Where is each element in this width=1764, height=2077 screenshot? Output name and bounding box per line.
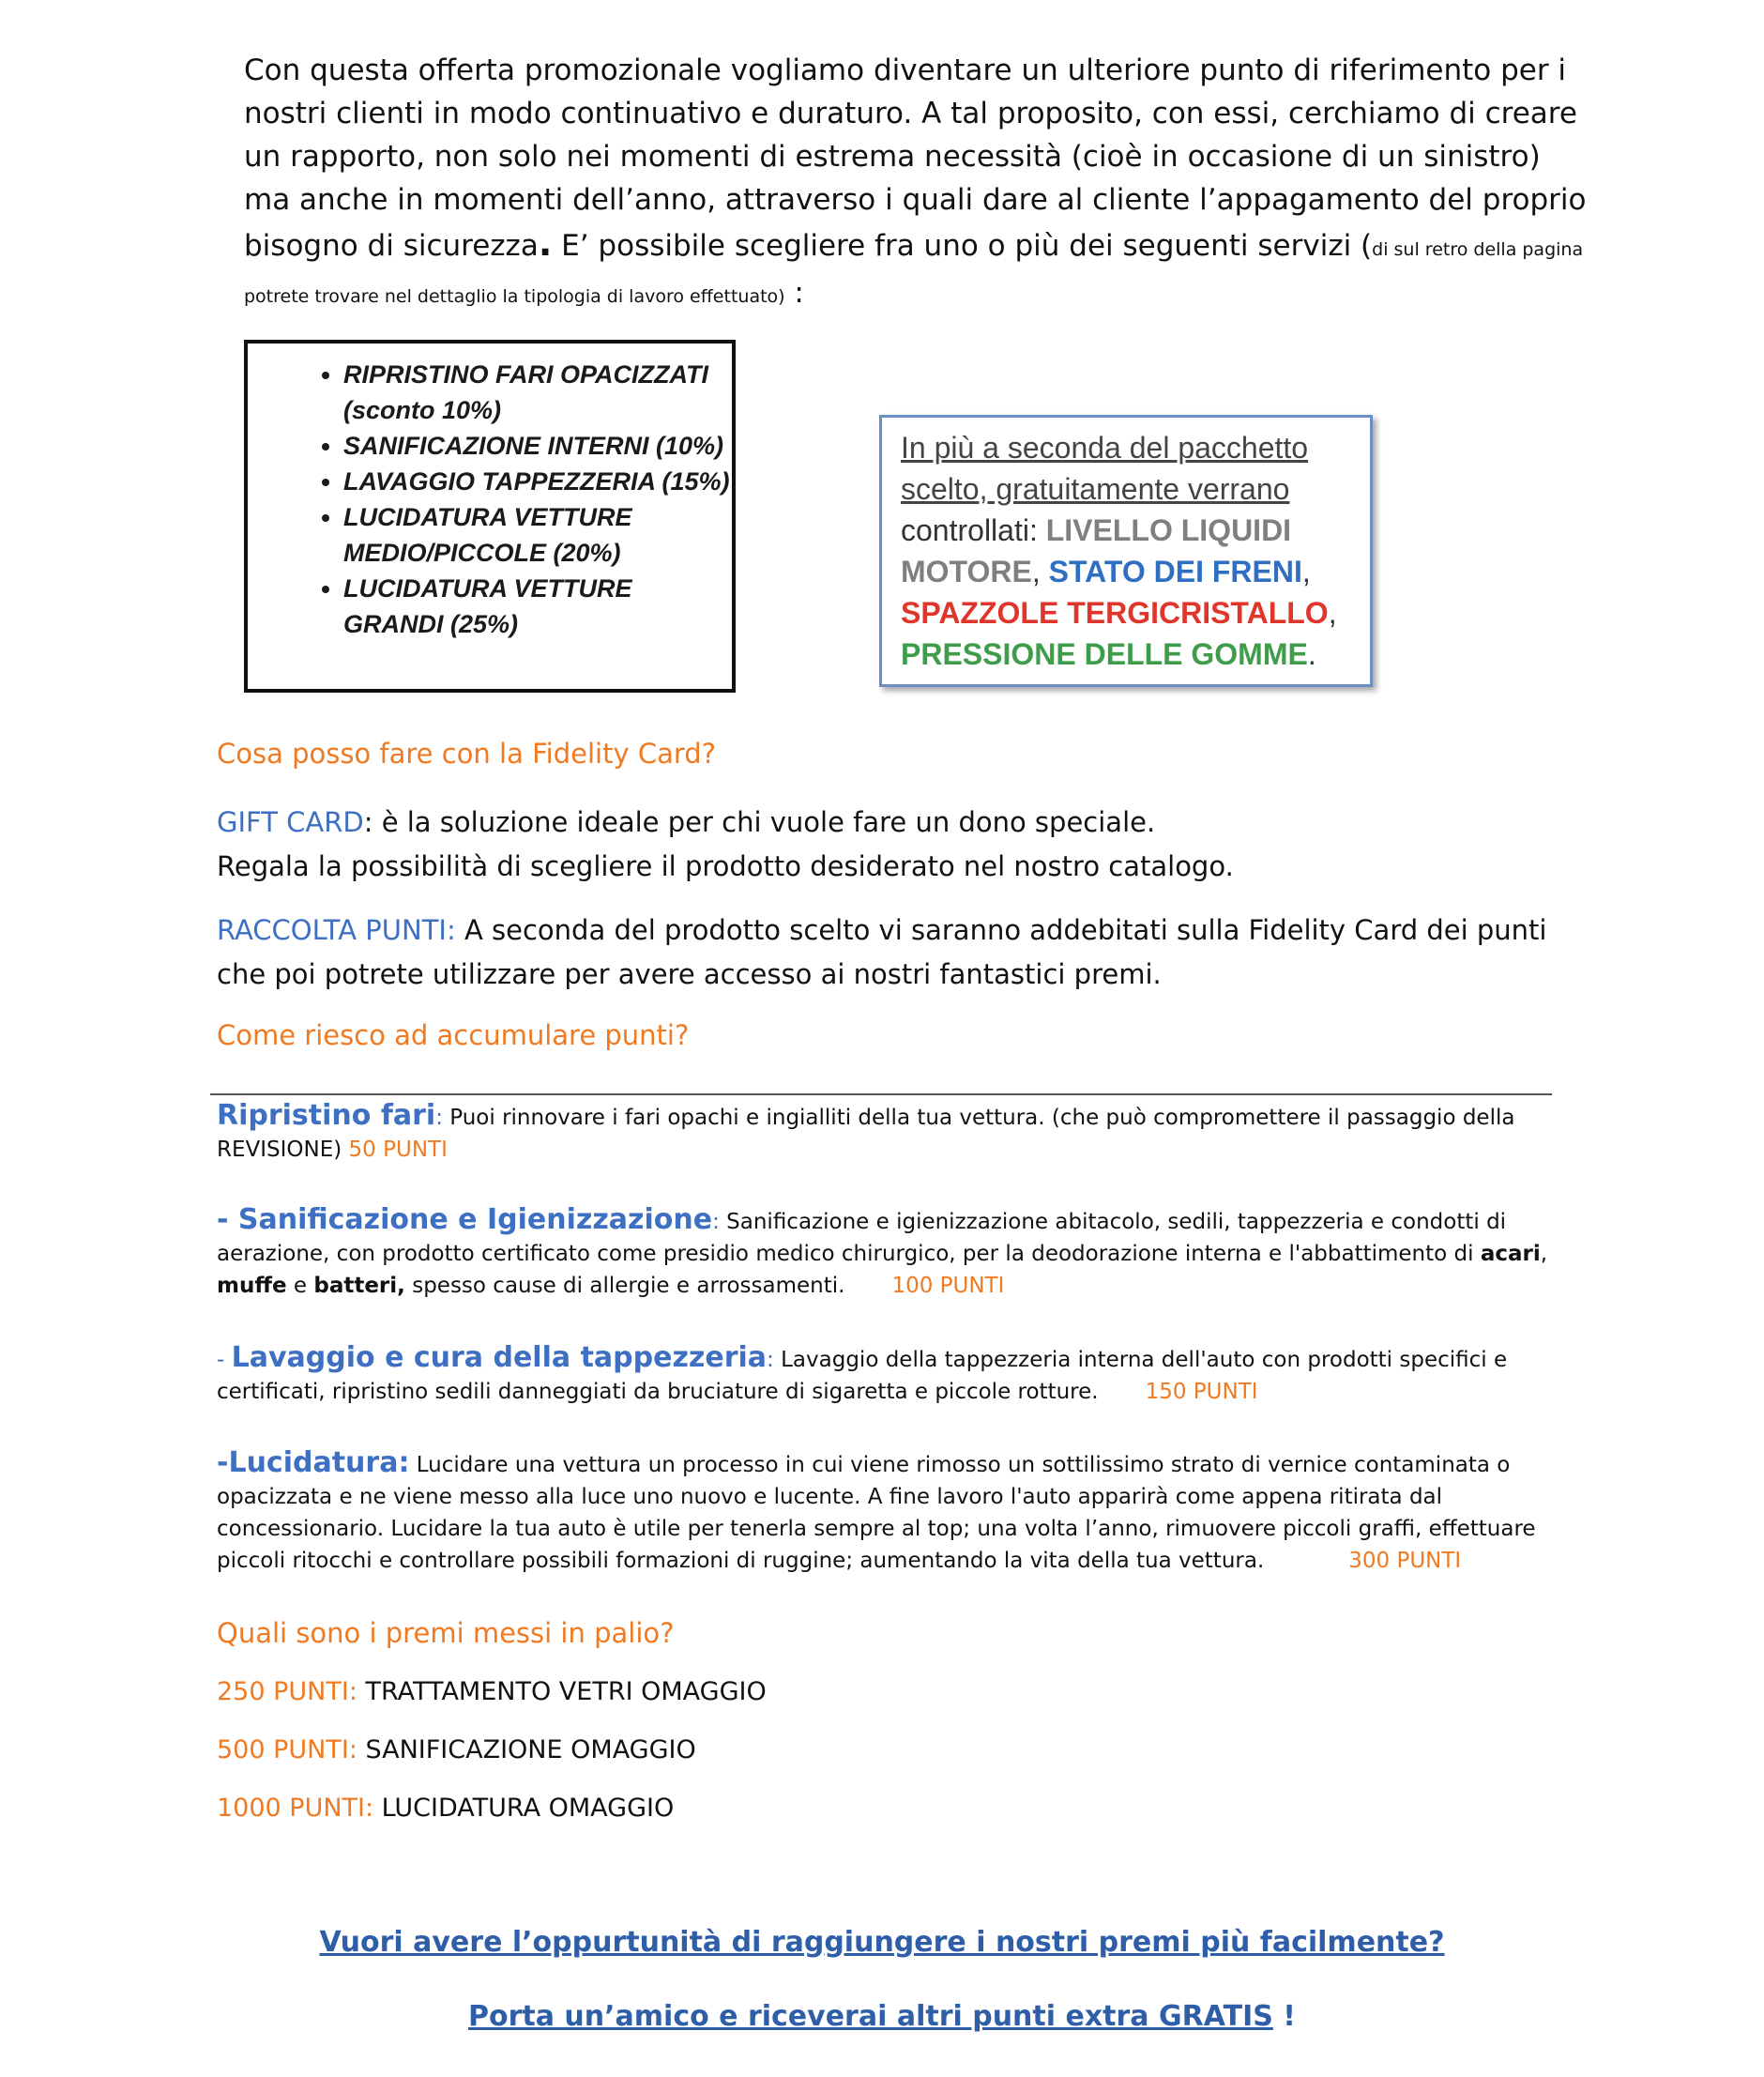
check-tyre-pressure: PRESSIONE DELLE GOMME (901, 637, 1308, 671)
services-box (244, 340, 736, 693)
item-sanificazione (217, 1204, 1587, 1302)
item-text-b: spesso cause di allergie e arrossamenti. (404, 1274, 845, 1298)
prize-name: SANIFICAZIONE OMAGGIO (357, 1735, 696, 1764)
item-dash: - (217, 1348, 232, 1372)
item-points: 300 PUNTI (1348, 1549, 1462, 1573)
item-ripristino-fari (217, 1100, 1587, 1166)
extra-intro-underlined: In più a seconda del pacchetto scelto, gratuitamente verrano (901, 431, 1309, 506)
item-points: 50 PUNTI (348, 1138, 448, 1162)
prize-row (217, 1794, 1587, 1823)
prize-points: 500 PUNTI: (217, 1735, 357, 1764)
item-bold-batteri: batteri, (313, 1274, 405, 1298)
item-dash: - (217, 1203, 238, 1236)
footer-line-2 (0, 2000, 1764, 2033)
item-title: Lavaggio e cura della tappezzeria (231, 1341, 768, 1374)
prizes-question: Quali sono i premi messi in palio? (217, 1617, 675, 1649)
prize-row (217, 1735, 1587, 1764)
gift-card-paragraph (217, 801, 1587, 889)
service-item: • LUCIDATURA VETTURE MEDIO/PICCOLE (20%) (343, 499, 732, 571)
check-separator: , (1328, 596, 1337, 630)
footer-line-1 (0, 1926, 1764, 1959)
item-colon: : (767, 1348, 782, 1372)
item-text: Lucidare una vettura un processo in cui viene rimosso un sottilissimo strato di vernice contaminata o opacizzata e ne viene messo alla luce uno nuovo e lucente. A fine lavoro l'auto apparirà come appena ritirata dal concessionario. Lucidare la tua auto è utile per tenerla sempre al top; una volta l’anno, rimuovere piccoli graffi, effettuare piccoli ritocchi e controllare possibili formazioni di ruggine; aumentando la vita della tua vettura. (217, 1453, 1536, 1573)
item-title: Ripristino fari (217, 1099, 436, 1132)
service-item: • RIPRISTINO FARI OPACIZZATI (sconto 10%) (343, 357, 732, 428)
item-lucidatura (217, 1447, 1587, 1577)
footer-referral: Porta un’amico e riceverai altri punti extra GRATIS (468, 2000, 1273, 2033)
check-separator: , (1031, 555, 1049, 588)
intro-text-after: E’ possibile scegliere fra uno o più dei seguenti servizi ( (552, 229, 1373, 263)
gift-card-text-2: Regala la possibilità di scegliere il prodotto desiderato nel nostro catalogo. (217, 850, 1234, 882)
points-text: A seconda del prodotto scelto vi saranno addebitati sulla Fidelity Card dei punti che poi potrete utilizzare per avere accesso ai nostri fantastici premi. (217, 914, 1547, 990)
points-label: RACCOLTA PUNTI: (217, 914, 456, 946)
prize-row (217, 1677, 1587, 1706)
divider (210, 1093, 1552, 1095)
item-title: Sanificazione e Igienizzazione (237, 1203, 713, 1236)
check-liquids: LIVELLO LIQUIDI MOTORE (901, 513, 1292, 588)
service-item: • LAVAGGIO TAPPEZZERIA (15%) (343, 464, 732, 499)
extra-checks-box (879, 415, 1373, 687)
check-end: . (1307, 637, 1316, 671)
item-comma: , (1540, 1242, 1548, 1266)
extra-intro-plain: controllati: (901, 513, 1046, 547)
intro-paragraph (244, 49, 1595, 318)
services-list (248, 357, 732, 642)
check-brakes: STATO DEI FRENI (1048, 555, 1302, 588)
item-text: Puoi rinnovare i fari opachi e ingialliti della tua vettura. (che può compromettere il passaggio della REVISIONE) (217, 1106, 1515, 1162)
item-colon: : (435, 1106, 450, 1130)
item-colon: : (712, 1210, 727, 1234)
fidelity-question: Cosa posso fare con la Fidelity Card? (217, 738, 717, 770)
item-text: Sanificazione e igienizzazione abitacolo, sedili, tappezzeria e condotti di aerazione, con prodotto certificato come presidio medico chirurgico, per la deodorazione interna e l'abbattimento di (217, 1210, 1507, 1266)
service-item: • LUCIDATURA VETTURE GRANDI (25%) (343, 571, 732, 642)
check-separator: , (1301, 555, 1311, 588)
intro-dot: . (538, 222, 553, 264)
footer-exclamation: ! (1272, 2000, 1296, 2033)
item-points: 100 PUNTI (891, 1274, 1005, 1298)
item-and: e (286, 1274, 314, 1298)
intro-colon: : (784, 276, 804, 310)
item-bold-muffe: muffe (217, 1274, 287, 1298)
gift-card-label: GIFT CARD (217, 806, 364, 838)
footer-question: Vuori avere l’oppurtunità di raggiungere i nostri premi più facilmente? (319, 1926, 1445, 1959)
intro-text: Con questa offerta promozionale vogliamo diventare un ulteriore punto di riferimento per i nostri clienti in modo continuativo e duraturo. A tal proposito, con essi, cerchiamo di creare un rapporto, non solo nei momenti di estrema necessità (cioè in occasione di un sinistro) ma anche in momenti dell’anno, attraverso i quali dare al cliente l’appagamento del proprio bisogno di sicurezza (244, 53, 1587, 263)
prize-points: 250 PUNTI: (217, 1677, 357, 1706)
prize-points: 1000 PUNTI: (217, 1794, 374, 1823)
points-paragraph (217, 909, 1587, 997)
item-lavaggio-tappezzeria (217, 1342, 1587, 1408)
service-item: • SANIFICAZIONE INTERNI (10%) (343, 428, 732, 464)
gift-card-text: : è la soluzione ideale per chi vuole fare un dono speciale. (363, 806, 1156, 838)
intro-small-note: di sul retro della pagina potrete trovare nel dettaglio la tipologia di lavoro effettuato) (244, 239, 1584, 307)
check-wipers: SPAZZOLE TERGICRISTALLO (901, 596, 1329, 630)
item-text: Lavaggio della tappezzeria interna dell'auto con prodotti specifici e certificati, ripristino sedili danneggiati da bruciature di sigaretta e piccole rotture. (217, 1348, 1508, 1404)
item-title: -Lucidatura: (217, 1446, 410, 1479)
prize-name: TRATTAMENTO VETRI OMAGGIO (357, 1677, 767, 1706)
prize-name: LUCIDATURA OMAGGIO (373, 1794, 675, 1823)
item-points: 150 PUNTI (1145, 1380, 1258, 1404)
item-bold-acari: acari (1480, 1242, 1541, 1266)
accumulate-question: Come riesco ad accumulare punti? (217, 1019, 690, 1051)
